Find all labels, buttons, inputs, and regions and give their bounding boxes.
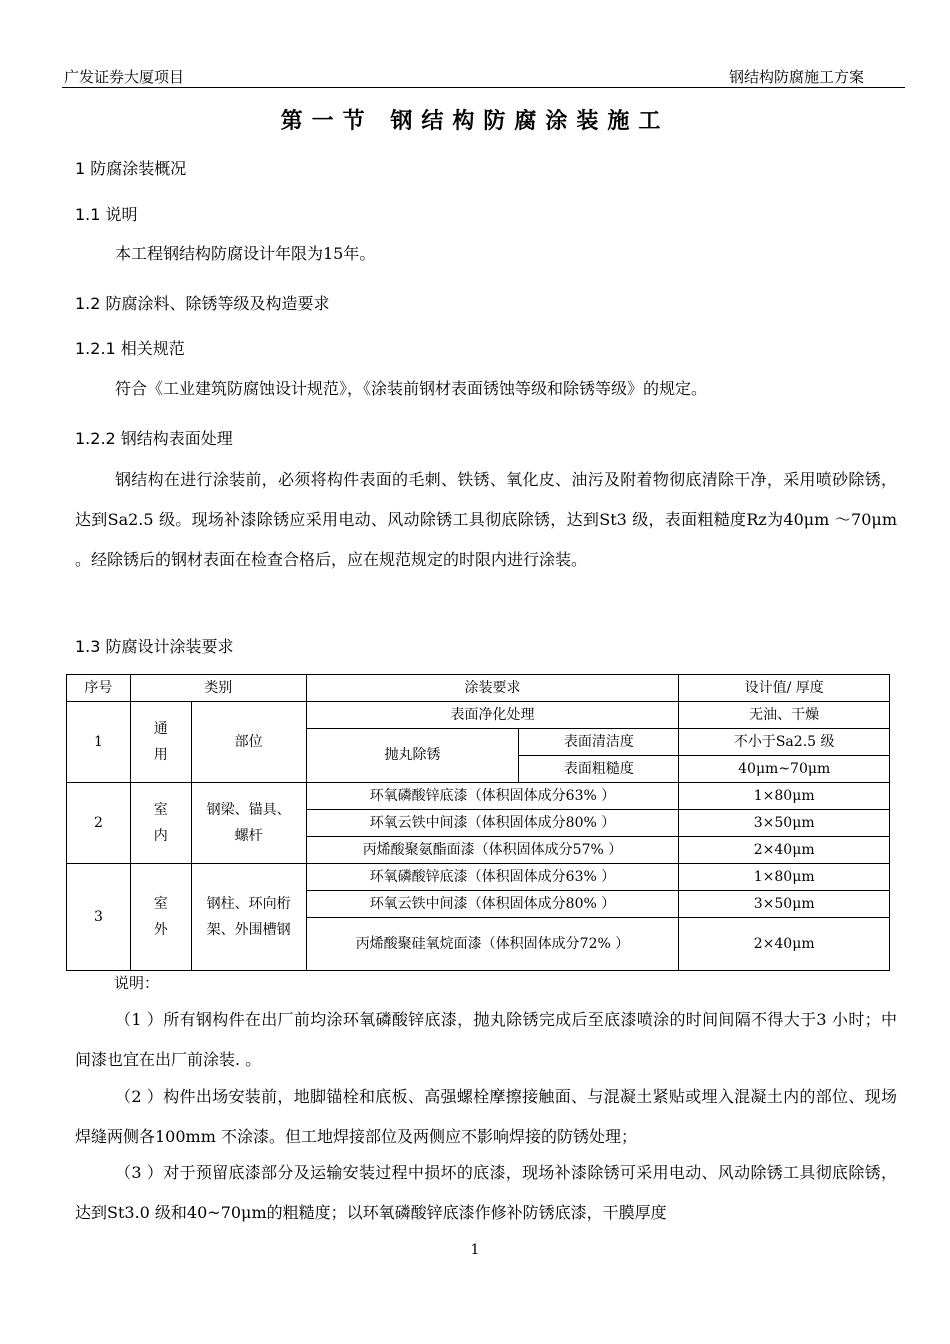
heading-1: 1 防腐涂装概况	[75, 159, 187, 178]
header-cell-requirement: 涂装要求	[306, 675, 679, 702]
row1-cleanliness-value: 不小于Sa2.5 级	[679, 729, 890, 756]
row2-coat-1: 环氧磷酸锌底漆（体积固体成分63% ）	[306, 783, 679, 810]
table-row	[67, 864, 890, 891]
row3-coat-1: 环氧磷酸锌底漆（体积固体成分63% ）	[306, 864, 679, 891]
section-title: 第一节 钢结构防腐涂装施工	[280, 109, 670, 134]
row3-coat-3-value: 2×40μm	[679, 918, 890, 971]
header-project-name: 广发证券大厦项目	[64, 68, 185, 86]
heading-1-1: 1.1 说明	[75, 205, 138, 224]
note-3: （3 ）对于预留底漆部分及运输安装过程中损坏的底漆，现场补漆除锈可采用电动、风动除锈工具彻底除锈，达到St3.0 级和40~70μm的粗糙度；以环氧磷酸锌底漆作修补防锈底漆，干膜厚度	[75, 1163, 897, 1222]
row2-coat-2-value: 3×50μm	[679, 810, 890, 837]
row3-coat-3: 丙烯酸聚硅氧烷面漆（体积固体成分72% ）	[306, 918, 679, 971]
row2-coat-3-value: 2×40μm	[679, 837, 890, 864]
row3-category: 室外	[130, 864, 191, 971]
header-cell-category: 类别	[130, 675, 306, 702]
note-1: （1 ）所有钢构件在出厂前均涂环氧磷酸锌底漆，抛丸除锈完成后至底漆喷涂的时间间隔不得大于3 小时；中间漆也宜在出厂前涂装. 。	[75, 1010, 897, 1069]
row1-part: 部位	[191, 702, 306, 783]
table-row	[67, 783, 890, 810]
row3-no: 3	[67, 864, 131, 971]
coating-requirements-table	[66, 674, 890, 971]
row2-coat-2: 环氧云铁中间漆（体积固体成分80% ）	[306, 810, 679, 837]
header-cell-no: 序号	[67, 675, 131, 702]
note-2: （2 ）构件出场安装前，地脚锚栓和底板、高强螺栓摩擦接触面、与混凝土紧贴或埋入混凝土内的部位、现场焊缝两侧各100mm 不涂漆。但工地焊接部位及两侧应不影响焊接的防锈处理；	[75, 1087, 897, 1146]
row2-no: 2	[67, 783, 131, 864]
header-divider	[62, 87, 905, 88]
row3-coat-2-value: 3×50μm	[679, 891, 890, 918]
header-document-title: 钢结构防腐施工方案	[728, 68, 864, 86]
row1-cleanliness: 表面清洁度	[519, 729, 679, 756]
row2-category: 室内	[130, 783, 191, 864]
row1-roughness-value: 40μm~70μm	[679, 756, 890, 783]
row1-surface-value: 无油、干燥	[679, 702, 890, 729]
paragraph-1-2-2: 钢结构在进行涂装前，必须将构件表面的毛刺、铁锈、氧化皮、油污及附着物彻底清除干净，采用喷砂除锈，达到Sa2.5 级。现场补漆除锈应采用电动、风动除锈工具彻底除锈，达到St3 级，表面粗糙度Rz为40μm ～70μm 。经除锈后的钢材表面在检查合格后，应在规范规定的时限内进行涂装。	[75, 470, 897, 569]
row1-surface-treatment: 表面净化处理	[306, 702, 679, 729]
row1-category: 通用	[130, 702, 191, 783]
row2-part: 钢梁、锚具、螺杆	[191, 783, 306, 864]
row2-coat-1-value: 1×80μm	[679, 783, 890, 810]
heading-1-2-1: 1.2.1 相关规范	[75, 339, 185, 358]
row1-no: 1	[67, 702, 131, 783]
paragraph-1-1: 本工程钢结构防腐设计年限为15年。	[115, 244, 376, 263]
table-header-row	[67, 675, 890, 702]
heading-1-2-2: 1.2.2 钢结构表面处理	[75, 429, 233, 448]
row2-coat-3: 丙烯酸聚氨酯面漆（体积固体成分57% ）	[306, 837, 679, 864]
row3-part: 钢柱、环向桁架、外围槽钢	[191, 864, 306, 971]
heading-1-2: 1.2 防腐涂料、除锈等级及构造要求	[75, 294, 330, 313]
paragraph-1-2-1: 符合《工业建筑防腐蚀设计规范》，《涂装前钢材表面锈蚀等级和除锈等级》的规定。	[115, 379, 708, 398]
row1-roughness: 表面粗糙度	[519, 756, 679, 783]
heading-1-3: 1.3 防腐设计涂装要求	[75, 637, 234, 656]
notes-label: 说明：	[114, 974, 160, 992]
row1-blasting: 抛丸除锈	[306, 729, 519, 783]
row3-coat-2: 环氧云铁中间漆（体积固体成分80% ）	[306, 891, 679, 918]
page-number: 1	[470, 1242, 480, 1258]
table-row	[67, 702, 890, 729]
header-cell-value: 设计值/ 厚度	[679, 675, 890, 702]
row3-coat-1-value: 1×80μm	[679, 864, 890, 891]
